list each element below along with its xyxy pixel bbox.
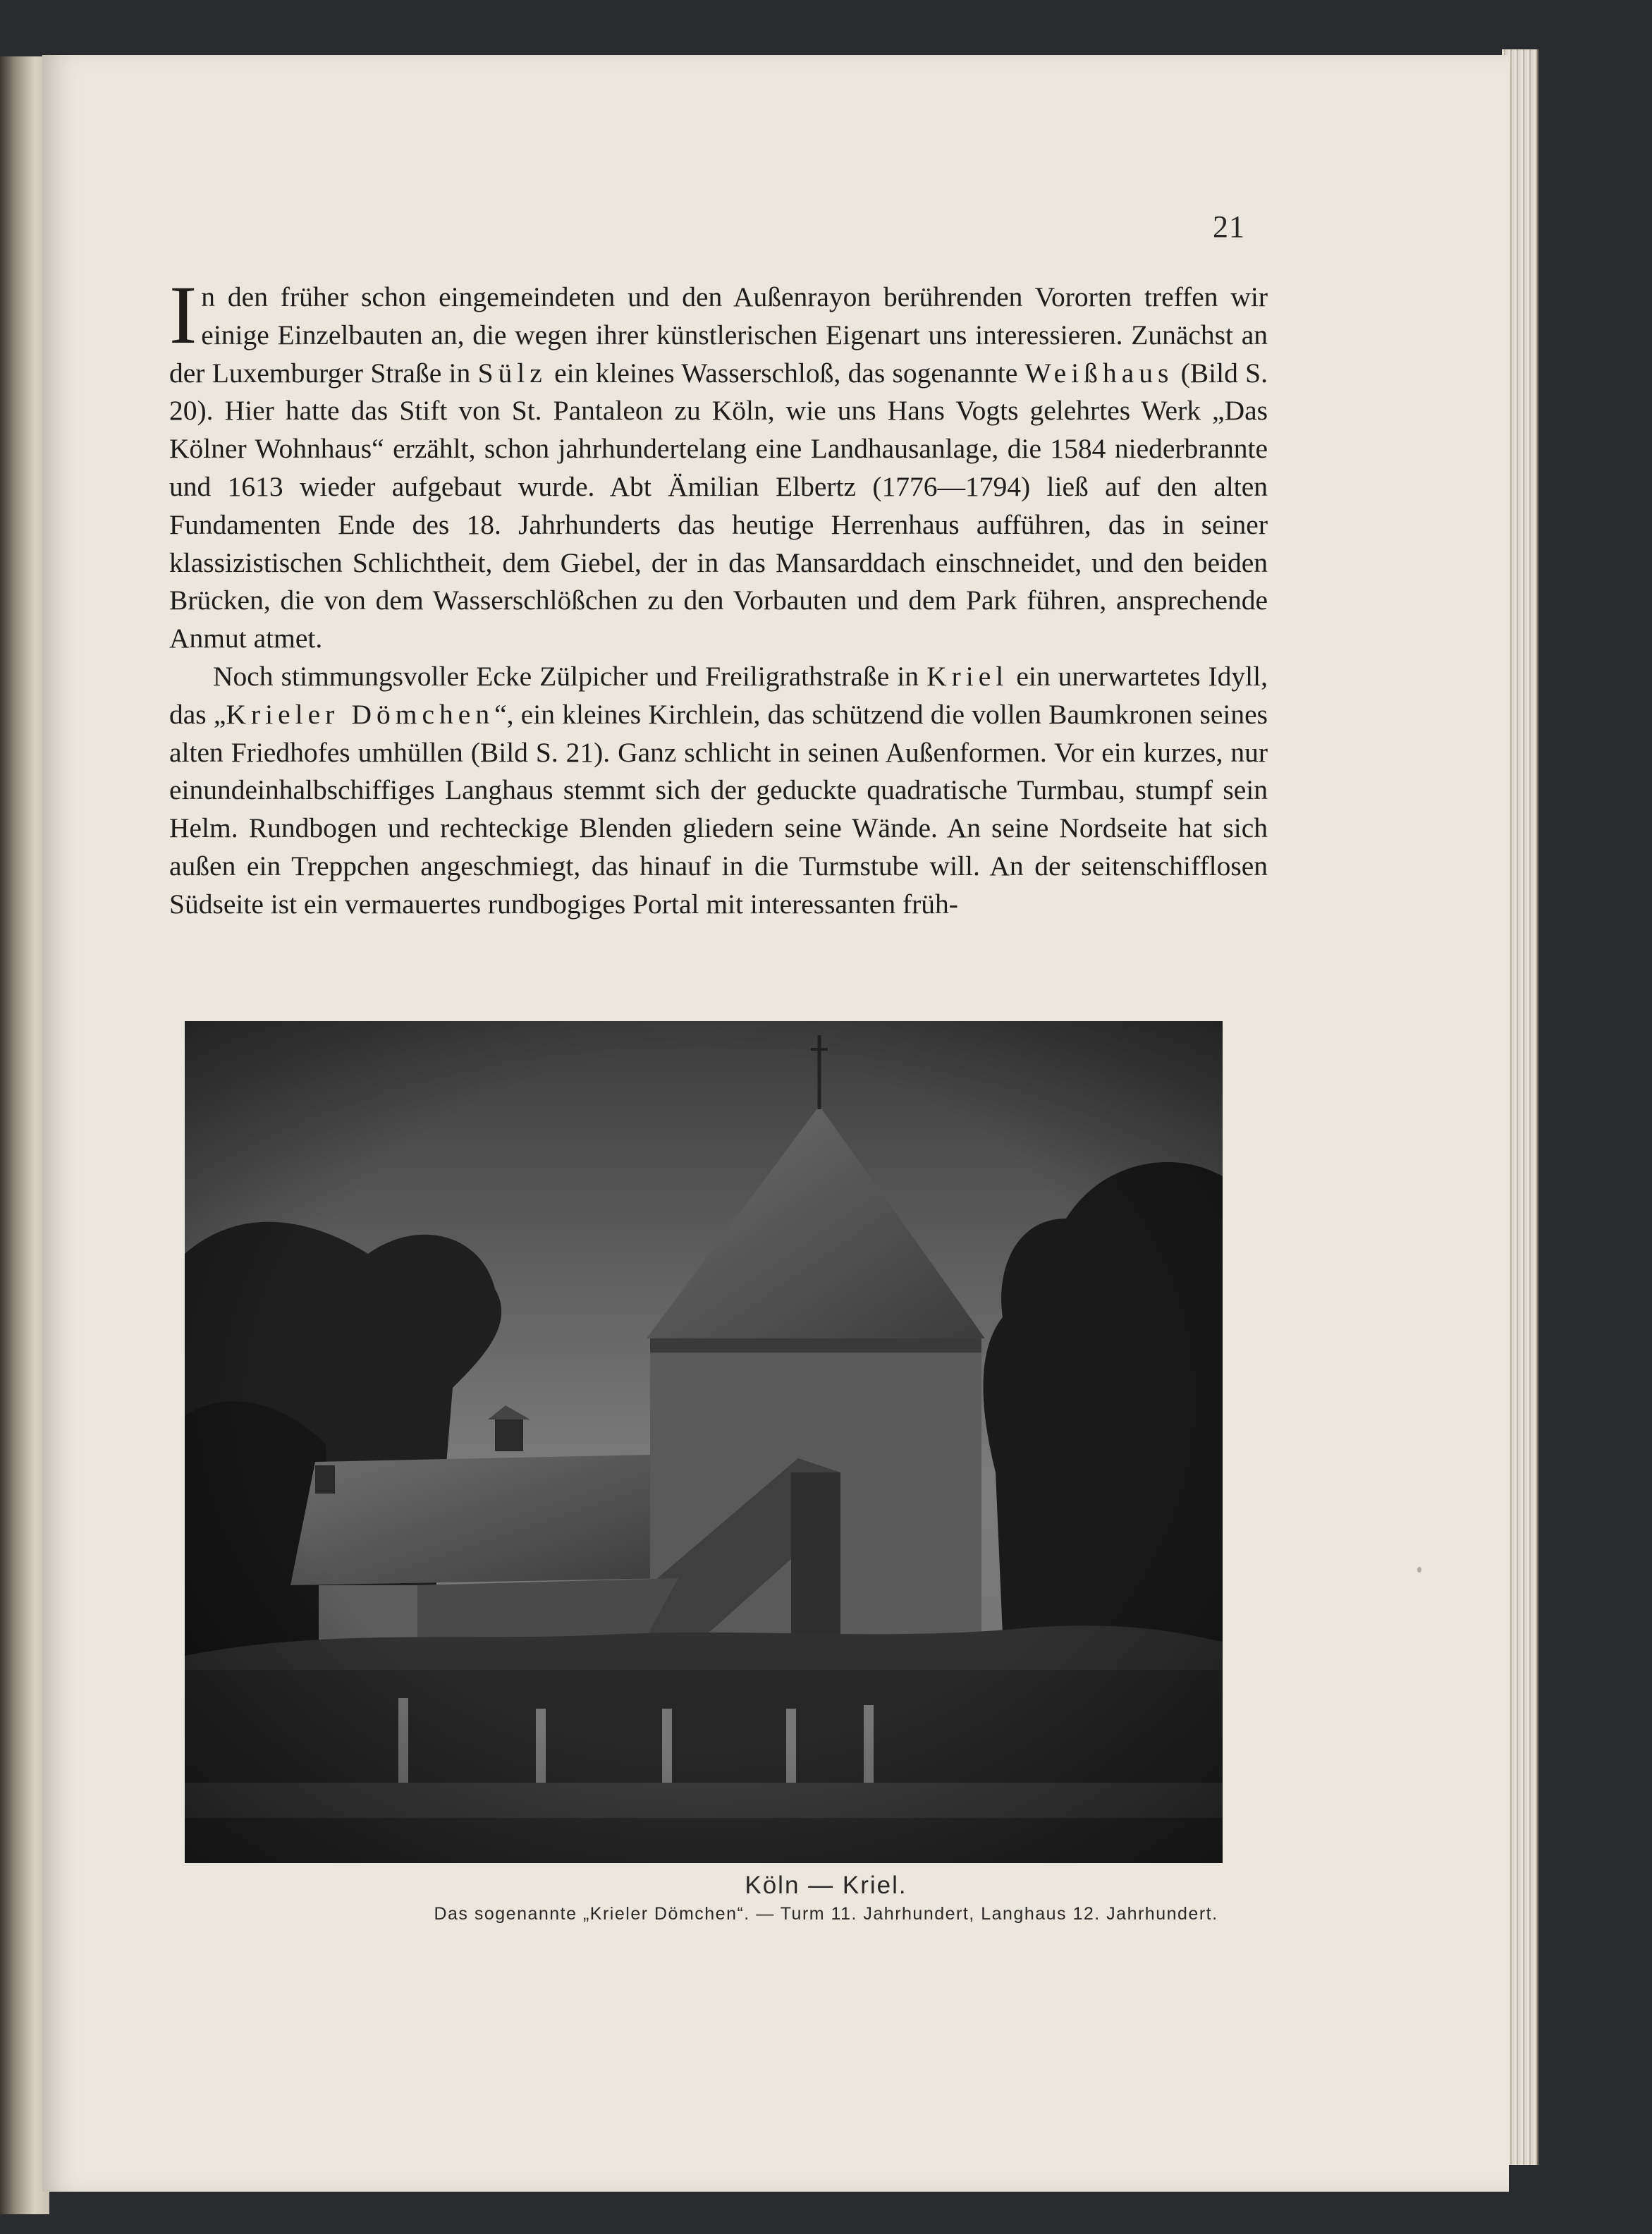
church-photograph — [185, 1021, 1223, 1863]
body-text — [169, 269, 1268, 924]
paragraph-2 — [169, 658, 1268, 924]
caption-subtitle: Das sogenannte „Krieler Dömchen“. — Turm 11. Jahrhundert, Langhaus 12. Jahrhundert. — [434, 1904, 1218, 1924]
paragraph-1-tail: (Bild S. 20). Hier hatte das Stift von St. Pantaleon zu Köln, wie uns Hans Vogts gelehrtes Werk „Das Kölner Wohnhaus“ erzählt, schon jahrhundertelang eine Landhausanlage, die 1584 niederbrannte und 1613 wieder aufgebaut wurde. Abt Ämilian Elbertz (1776—1794) ließ auf den alten Fundamenten Ende des 18. Jahrhunderts das heutige Herrenhaus aufführen, das in seiner klassizistischen Schlichtheit, dem Giebel, der in das Mansarddach einschneidet, und den beiden Brücken, die von dem Wasserschlößchen zu den Vorbauten und dem Park führen, ansprechende Anmut atmet. — [169, 357, 1268, 654]
place-name-kriel: Kriel — [926, 660, 1009, 692]
paragraph-1-mid: ein kleines Wasserschloß, das sogenannte — [546, 357, 1025, 389]
place-name-suelz: Sülz — [477, 357, 547, 389]
paragraph-1-lead: n den früher schon eingemeindeten und den Außenrayon berührenden Vororten treffen wir einige Einzelbauten an, die wegen ihrer künstlerischen Eigenart uns interessieren. Zunächst an der Luxemburger Straße in — [169, 281, 1268, 389]
place-name-krieler-doemchen: Krieler Dömchen — [226, 698, 495, 730]
caption-title: Köln — Kriel. — [745, 1872, 907, 1899]
paragraph-1 — [169, 269, 1268, 658]
church-photo-illustration — [185, 1021, 1223, 1863]
drop-cap: I — [169, 269, 197, 361]
paragraph-2-mid: ein unerwartetes Idyll, das „ — [169, 660, 1268, 730]
paragraph-2-lead: Noch stimmungsvoller Ecke Zülpicher und Freiligrathstraße in — [213, 660, 927, 692]
place-name-weisshaus: Weißhaus — [1024, 357, 1174, 389]
page-number: 21 — [1213, 209, 1245, 244]
scan-speck — [1417, 1567, 1421, 1573]
paragraph-2-tail: “, ein kleines Kirchlein, das schützend die vollen Baumkronen seines alten Friedhofes umhüllen (Bild S. 21). Ganz schlicht in seinen Außenformen. Vor ein kurzes, nur einundeinhalbschiffiges Langhaus stemmt sich der geduckte quadratische Turmbau, stumpf sein Helm. Rundbogen und rechteckige Blenden gliedern seine Wände. An seine Nordseite hat sich außen ein Treppchen angeschmiegt, das hinauf in die Turmstube will. An der seitenschifflosen Südseite ist ein vermauertes rundbogiges Portal mit interessanten früh- — [169, 698, 1268, 920]
